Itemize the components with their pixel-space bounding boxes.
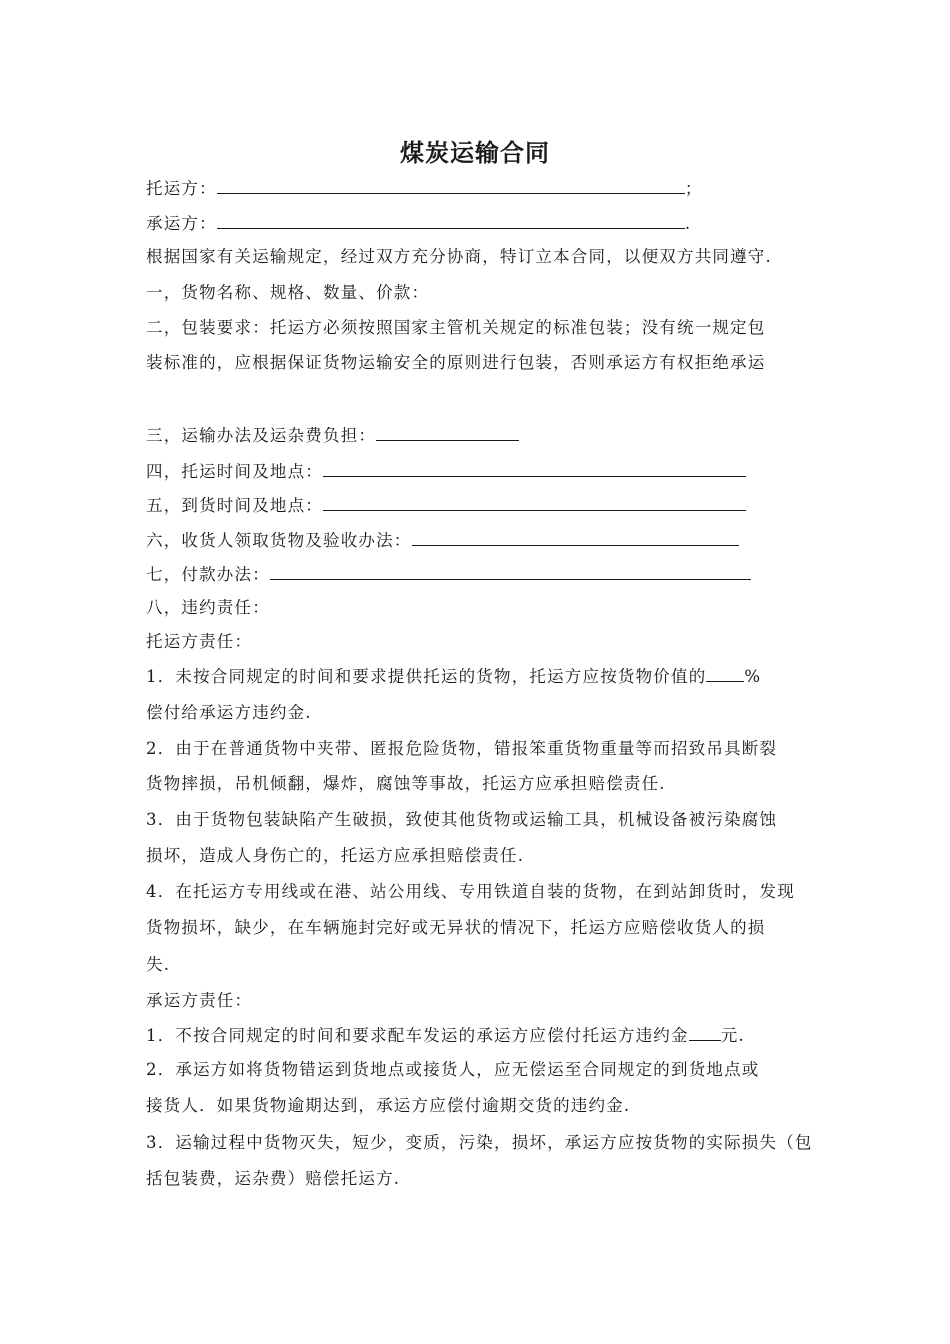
carrier-duty-3-line1: 3．运输过程中货物灭失，短少，变质，污染，损坏，承运方应按货物的实际损失（包: [146, 1133, 813, 1152]
shipper-duty-1-line1: [146, 666, 761, 687]
shipper-duty-4-line1: 4．在托运方专用线或在港、站公用线、专用铁道自装的货物，在到站卸货时，发现: [146, 882, 795, 901]
shipper-duty-1-blank: [706, 666, 744, 682]
shipper-line: [146, 178, 703, 199]
shipper-duty-4-line3: 失.: [146, 955, 171, 974]
shipper-end: ；: [684, 179, 703, 198]
clause-four-label: 四，托运时间及地点：: [146, 462, 323, 481]
intro-paragraph: 根据国家有关运输规定，经过双方充分协商，特订立本合同，以便双方共同遵守.: [146, 247, 772, 266]
shipper-duties-heading: 托运方责任：: [146, 632, 253, 651]
clause-three-blank: [376, 425, 519, 441]
shipper-duty-1-line2: 偿付给承运方违约金.: [146, 703, 312, 722]
carrier-duty-1-text: 1．不按合同规定的时间和要求配车发运的承运方应偿付托运方违约金: [146, 1026, 689, 1045]
carrier-duty-1-unit: 元.: [720, 1026, 745, 1045]
clause-six: [146, 530, 739, 551]
clause-five: [146, 495, 746, 516]
shipper-duty-2-line1: 2．由于在普通货物中夹带、匿报危险货物，错报笨重货物重量等而招致吊具断裂: [146, 739, 778, 758]
clause-four-blank: [323, 461, 746, 477]
clause-four: [146, 461, 746, 482]
clause-two-line1: 二，包装要求：托运方必须按照国家主管机关规定的标准包装；没有统一规定包: [146, 318, 766, 337]
shipper-duty-2-line2: 货物摔损，吊机倾翻，爆炸，腐蚀等事故，托运方应承担赔偿责任.: [146, 774, 666, 793]
clause-three: [146, 425, 519, 446]
shipper-duty-3-line1: 3．由于货物包装缺陷产生破损，致使其他货物或运输工具，机械设备被污染腐蚀: [146, 810, 778, 829]
carrier-label: 承运方：: [146, 214, 217, 233]
carrier-duty-1: [146, 1025, 745, 1046]
carrier-duty-3-line2: 括包装费，运杂费）赔偿托运方.: [146, 1169, 401, 1188]
carrier-blank: [217, 213, 685, 229]
carrier-duty-1-blank: [689, 1025, 721, 1041]
clause-one: 一，货物名称、规格、数量、价款：: [146, 283, 430, 302]
clause-seven-blank: [270, 564, 751, 580]
clause-six-label: 六，收货人领取货物及验收办法：: [146, 531, 412, 550]
shipper-duty-1-percent: %: [744, 667, 762, 686]
clause-three-label: 三，运输办法及运杂费负担：: [146, 426, 377, 445]
shipper-duty-3-line2: 损坏，造成人身伤亡的，托运方应承担赔偿责任.: [146, 846, 525, 865]
clause-five-blank: [323, 495, 746, 511]
carrier-duty-2-line2: 接货人．如果货物逾期达到，承运方应偿付逾期交货的违约金.: [146, 1096, 631, 1115]
clause-two-line2: 装标准的，应根据保证货物运输安全的原则进行包装，否则承运方有权拒绝承运: [146, 353, 766, 372]
clause-seven-label: 七，付款办法：: [146, 565, 270, 584]
clause-eight: 八，违约责任：: [146, 598, 270, 617]
clause-seven: [146, 564, 751, 585]
carrier-duties-heading: 承运方责任：: [146, 991, 253, 1010]
shipper-duty-1-text: 1．未按合同规定的时间和要求提供托运的货物，托运方应按货物价值的: [146, 667, 707, 686]
shipper-label: 托运方：: [146, 179, 217, 198]
shipper-duty-4-line2: 货物损坏，缺少，在车辆施封完好或无异状的情况下，托运方应赔偿收货人的损: [146, 918, 766, 937]
document-title: 煤炭运输合同: [400, 139, 550, 167]
carrier-duty-2-line1: 2．承运方如将货物错运到货地点或接货人，应无偿运至合同规定的到货地点或: [146, 1060, 760, 1079]
carrier-line: [146, 213, 691, 234]
clause-five-label: 五，到货时间及地点：: [146, 496, 323, 515]
clause-six-blank: [412, 530, 739, 546]
carrier-end: .: [684, 214, 692, 233]
shipper-blank: [217, 178, 685, 194]
